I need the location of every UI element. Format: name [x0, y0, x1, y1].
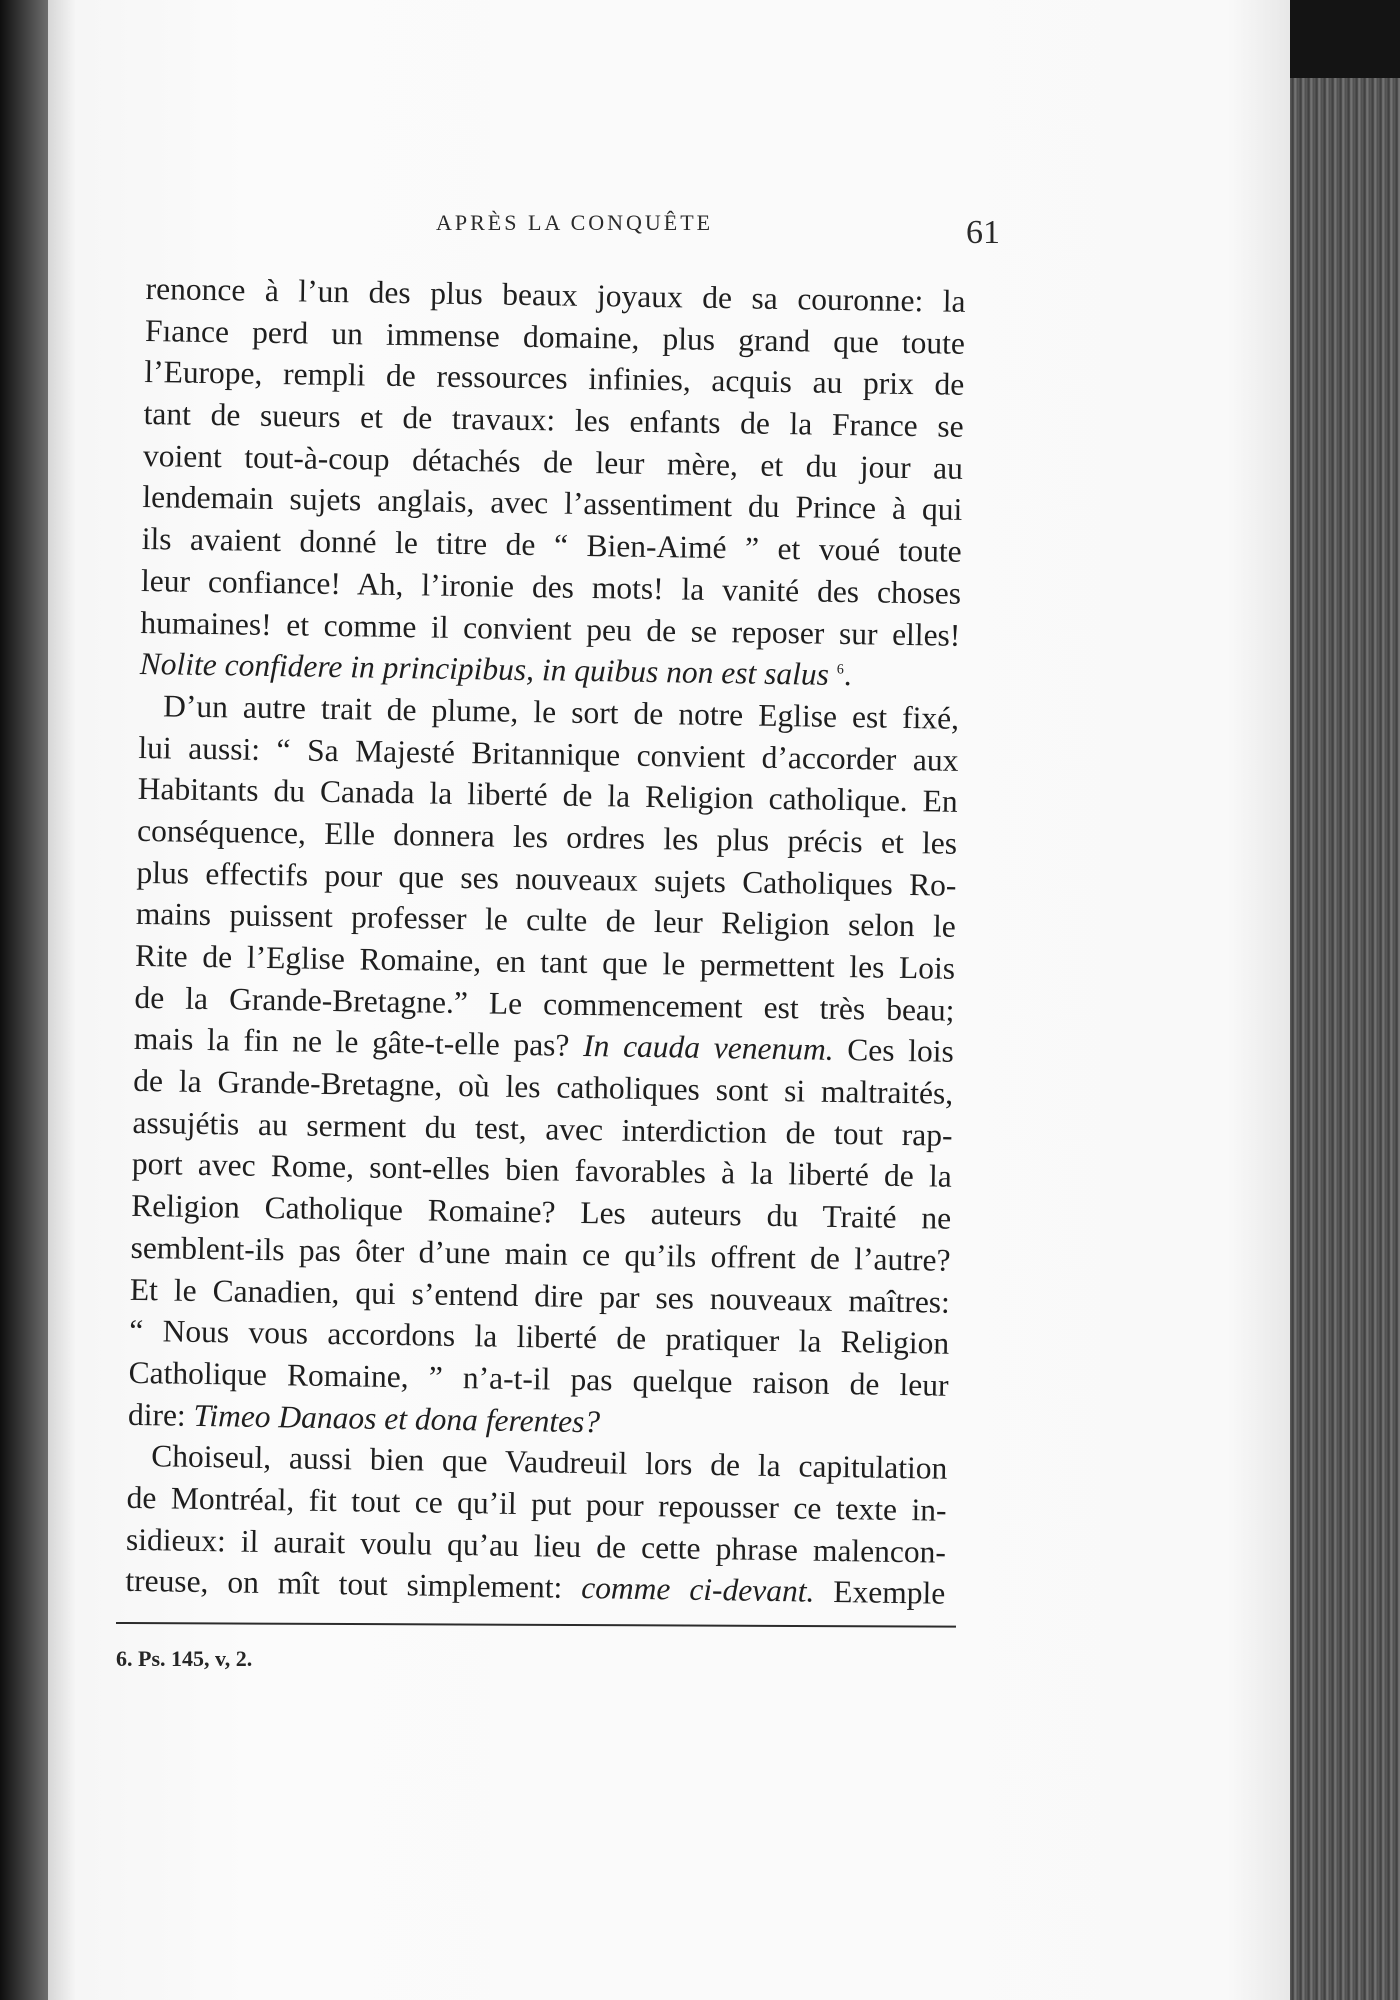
text-fragment: treuse, on mît tout simplement: [125, 1563, 563, 1606]
latin-phrase: Timeo Danaos et dona ferentes? [193, 1397, 601, 1439]
text-line: port avec Rome, sont-elles bien favorables à la liberté de la [131, 1146, 953, 1195]
text-fragment: Exemple [833, 1574, 946, 1612]
page-number: 61 [966, 214, 1000, 251]
text-line: leur confiance! Ah, l’ironie des mots! la vanité des choses [140, 562, 962, 611]
french-phrase: comme ci-devant. [580, 1570, 815, 1609]
text-fragment: mais la fin ne le gâte-t-elle pas? [133, 1021, 570, 1064]
text-line: plus effectifs pour que ses nouveaux sujets Catholiques Ro- [136, 854, 957, 903]
text-line: humaines! et comme il convient peu de se reposer sur elles! [140, 604, 961, 653]
text-line: Fıance perd un immense domaine, plus grand que toute [144, 312, 966, 361]
text-line: voient tout-à-coup détachés de leur mère, et du jour au [142, 437, 964, 486]
text-line: lendemain sujets anglais, avec l’assentiment du Prince à qui [142, 479, 963, 528]
page-edges-shadow [1290, 0, 1400, 78]
text-line: de la Grande-Bretagne, où les catholiques sont si maltraités, [132, 1062, 954, 1111]
text-line: Habitants du Canada la liberté de la Religion catholique. En [137, 771, 958, 820]
text-line: de la Grande-Bretagne.” Le commencement est très beau; [134, 979, 955, 1028]
text-line: Religion Catholique Romaine? Les auteurs du Traité ne [130, 1188, 952, 1236]
latin-phrase: In cauda venenum. [582, 1028, 834, 1068]
text-line: assujétis au serment du test, avec interdiction de tout rap- [132, 1104, 953, 1153]
text-fragment: Ces lois [847, 1032, 955, 1070]
text-line: de Montréal, fit tout ce qu’il put pour repousser ce texte in- [126, 1479, 947, 1528]
text-line: conséquence, Elle donnera les ordres les plus précis et les [136, 812, 958, 861]
text-line: “ Nous vous accordons la liberté de pratiquer la Religion [129, 1313, 950, 1361]
text-line: renonce à l’un des plus beaux joyaux de sa couronne: la [145, 270, 966, 319]
latin-quote: Nolite confidere in principibus, in quibus non est salus [139, 646, 830, 692]
text-line: l’Europe, rempli de ressources infinies, acquis au prix de [144, 354, 965, 403]
text-line: semblent-ils pas ôter d’une main ce qu’ils offrent de l’autre? [130, 1229, 951, 1278]
text-line: Et le Canadien, qui s’entend dire par ses nouveaux maîtres: [129, 1271, 951, 1320]
text-line: Choiseul, aussi bien que Vaudreuil lors de la capitulation [151, 1438, 948, 1486]
page-edges [1290, 0, 1400, 2000]
body-text [125, 268, 966, 1615]
text-line: Catholique Romaine, ” n’a-t-il pas quelque raison de leur [128, 1354, 949, 1403]
footnote: 6. Ps. 145, v, 2. [116, 1646, 253, 1671]
text-line: sidieux: il aurait voulu qu’au lieu de cette phrase malencon- [125, 1521, 947, 1570]
text-line: lui aussi: “ Sa Majesté Britannique convient d’accorder aux [138, 729, 959, 778]
quote-end: . [843, 657, 852, 693]
text-line: ils avaient donné le titre de “ Bien-Aimé ” et voué toute [141, 521, 962, 569]
text-fragment: dire: [127, 1396, 187, 1433]
text-line: tant de sueurs et de travaux: les enfants de la France se [143, 396, 964, 444]
footnote-reference: 6 [836, 662, 844, 678]
text-line: mains puissent professer le culte de leur Religion selon le [135, 896, 957, 945]
text-line: Rite de l’Eglise Romaine, en tant que le permettent les Lois [134, 937, 956, 986]
text-line: D’un autre trait de plume, le sort de notre Eglise est fixé, [162, 688, 960, 736]
running-title: APRÈS LA CONQUÊTE [436, 210, 714, 235]
